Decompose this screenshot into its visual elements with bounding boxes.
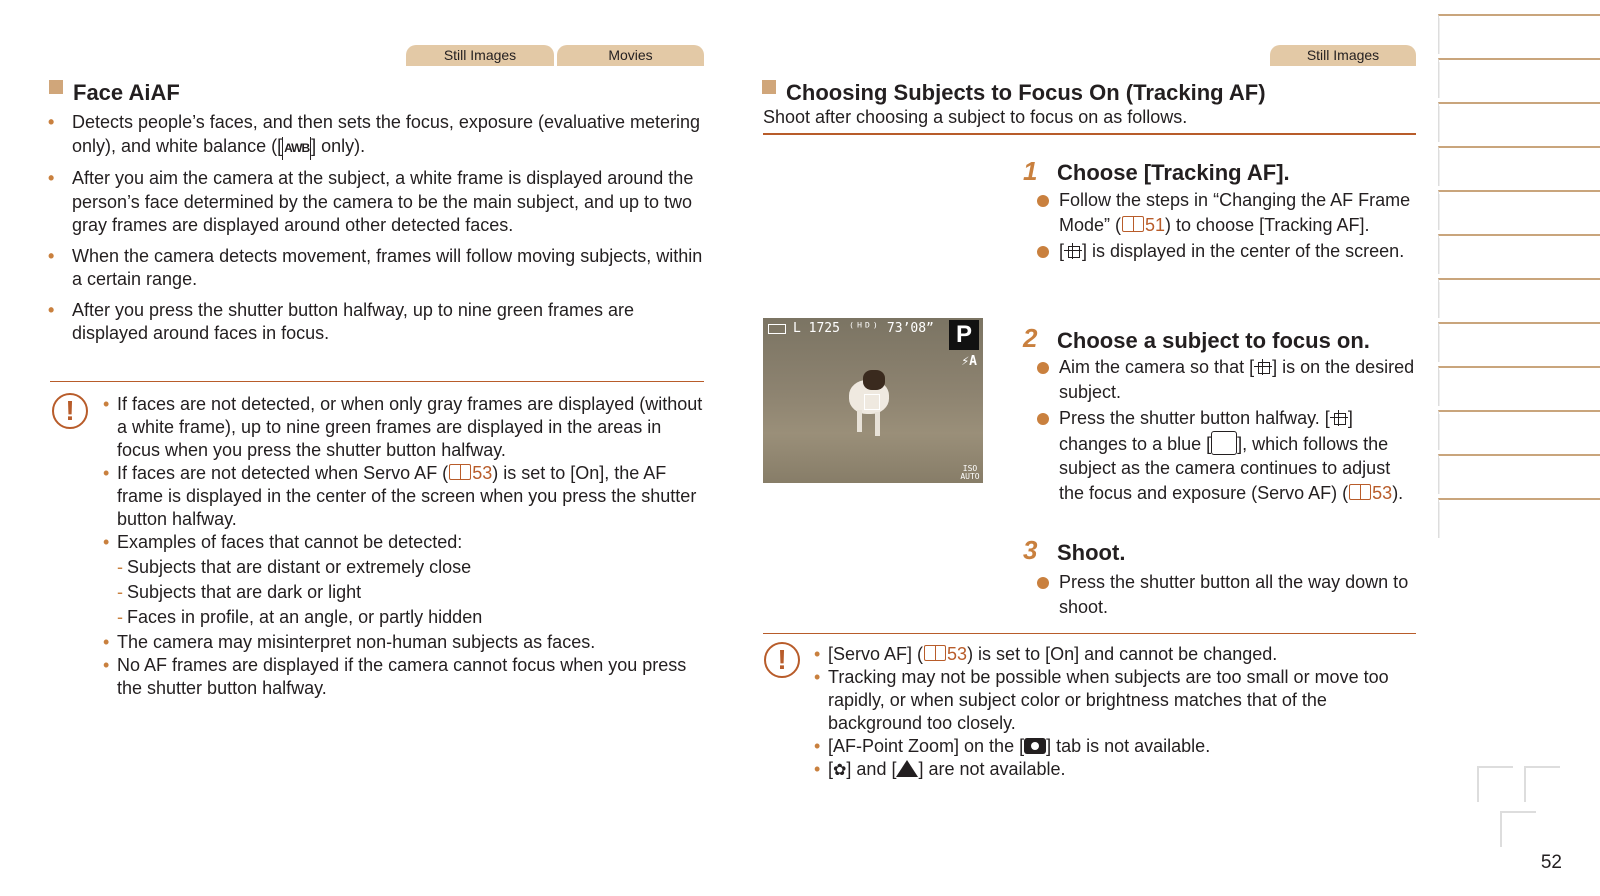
book-ref-icon	[924, 645, 946, 661]
note-item: • Examples of faces that cannot be detected:	[103, 532, 463, 552]
bullet-icon: •	[48, 299, 55, 320]
nav-tab[interactable]	[1438, 322, 1600, 362]
bullet-icon: •	[48, 245, 55, 266]
divider	[763, 633, 1416, 634]
note-item: • No AF frames are displayed if the camera cannot focus when you press the shutter button halfway.	[103, 655, 687, 698]
note-item: • If faces are not detected when Servo AF ( 53) is set to [On], the AF frame is displayed in the center of the screen when you press the shutter button halfway.	[103, 463, 697, 529]
face-aiaf-heading: Face AiAF	[73, 80, 180, 106]
list-item: • Detects people’s faces, and then sets the focus, exposure (evaluative metering only), and white balance ([ AWB ] only).	[48, 111, 708, 160]
page-number: 52	[1540, 852, 1562, 873]
prev-page-button[interactable]	[1477, 766, 1513, 802]
book-ref-icon	[1349, 484, 1371, 500]
return-button[interactable]	[1500, 811, 1536, 847]
list-item: Press the shutter button halfway. [ ] changes to a blue [ ], which follows the subject as the camera continues to adjust the focus and exposure (Servo AF) ( 53).	[1037, 406, 1417, 505]
step-2-number: 2	[1023, 323, 1038, 353]
bullet-icon: •	[103, 532, 110, 552]
page-ref-link[interactable]: 53	[947, 644, 968, 664]
bullet-icon: •	[103, 394, 110, 414]
caution-icon: !	[52, 393, 88, 429]
list-item: Press the shutter button all the way down to shoot.	[1037, 570, 1417, 619]
bullet-icon: •	[48, 112, 55, 132]
step-3-body	[1037, 570, 1417, 621]
bullet-icon	[1037, 577, 1049, 589]
shooting-mode-badge: P	[949, 320, 979, 350]
step-3-title: Shoot.	[1057, 540, 1126, 565]
list-item: • After you aim the camera at the subject, a white frame is displayed around the person’s face determined by the camera to be the main subject, and up to two gray frames are displayed around other detected faces.	[48, 168, 694, 235]
face-aiaf-bullets	[48, 111, 708, 353]
shots-remaining-readout: L 1725 ⁽ᴴᴰ⁾ 73’08”	[793, 321, 934, 336]
camera-screen-image	[763, 318, 983, 483]
bullet-icon: •	[103, 632, 110, 652]
infinity-mountain-icon	[896, 760, 918, 777]
step-1-number: 1	[1023, 156, 1038, 186]
caution-icon: !	[764, 642, 800, 678]
step-1-title: Choose [Tracking AF].	[1057, 160, 1290, 185]
nav-tab[interactable]	[1438, 278, 1600, 318]
step-1-body	[1037, 188, 1417, 266]
tracking-af-subtitle: Shoot after choosing a subject to focus on as follows.	[763, 107, 1188, 127]
nav-tab[interactable]	[1438, 190, 1600, 230]
page-ref-link[interactable]: 53	[1372, 482, 1393, 503]
nav-tab[interactable]	[1438, 454, 1600, 494]
note-subitem: - Subjects that are dark or light	[117, 582, 362, 602]
tracking-af-notes	[814, 643, 1414, 782]
nav-tab[interactable]	[1438, 234, 1600, 274]
battery-icon	[768, 324, 786, 334]
step-2-body	[1037, 355, 1417, 507]
bullet-icon: •	[814, 736, 821, 756]
face-aiaf-notes	[103, 393, 708, 700]
blue-frame-icon	[1211, 431, 1237, 455]
step-2-title: Choose a subject to focus on.	[1057, 328, 1370, 353]
note-subitem: - Subjects that are distant or extremely close	[117, 557, 472, 577]
note-item: • [Servo AF] ( 53) is set to [On] and cannot be changed.	[814, 644, 1278, 664]
iso-auto-icon: ISO AUTO	[960, 464, 980, 481]
bullet-icon	[1037, 413, 1049, 425]
tracking-frame-icon	[864, 394, 880, 410]
nav-tab[interactable]	[1438, 366, 1600, 406]
list-item: [ ] is displayed in the center of the screen.	[1037, 239, 1417, 264]
bullet-icon: •	[48, 168, 55, 188]
book-ref-icon	[1122, 216, 1144, 232]
section-square-icon	[49, 80, 63, 94]
next-page-button[interactable]	[1524, 766, 1560, 802]
tracking-af-frame-icon	[1330, 410, 1348, 426]
step-3-number: 3	[1023, 535, 1038, 565]
list-item: Aim the camera so that [ ] is on the desired subject.	[1037, 355, 1417, 404]
section-square-icon	[762, 80, 776, 94]
nav-tab[interactable]	[1438, 410, 1600, 450]
tab-still-images-right[interactable]: Still Images	[1270, 45, 1416, 66]
note-item: • The camera may misinterpret non-human subjects as faces.	[103, 632, 596, 652]
bullet-icon: •	[103, 463, 110, 483]
divider	[50, 381, 704, 382]
nav-tab[interactable]	[1438, 102, 1600, 142]
tab-still-images-left[interactable]: Still Images	[406, 45, 554, 66]
note-item: • [AF-Point Zoom] on the [ ] tab is not available.	[814, 736, 1211, 756]
bullet-icon	[1037, 246, 1049, 258]
book-ref-icon	[449, 464, 471, 480]
awb-icon: AWB	[282, 137, 311, 161]
camera-tab-icon	[1024, 738, 1046, 754]
list-item: • When the camera detects movement, frames will follow moving subjects, within a certain range.	[48, 245, 703, 289]
bullet-icon: •	[814, 759, 821, 779]
divider	[763, 133, 1416, 135]
nav-tab[interactable]	[1438, 14, 1600, 54]
nav-tab[interactable]	[1438, 58, 1600, 98]
dash-icon: -	[117, 557, 123, 577]
bullet-icon	[1037, 362, 1049, 374]
page-ref-link[interactable]: 53	[472, 463, 493, 483]
dash-icon: -	[117, 607, 123, 627]
list-item: • After you press the shutter button halfway, up to nine green frames are displayed around faces in focus.	[48, 299, 634, 343]
page-ref-link[interactable]: 51	[1145, 214, 1166, 235]
tab-movies[interactable]: Movies	[557, 45, 704, 66]
list-item: Follow the steps in “Changing the AF Frame Mode” ( 51) to choose [Tracking AF].	[1037, 188, 1417, 237]
tracking-af-heading: Choosing Subjects to Focus On (Tracking AF)	[786, 80, 1266, 106]
bullet-icon: •	[814, 644, 821, 664]
note-subitem: - Faces in profile, at an angle, or partly hidden	[117, 607, 483, 627]
nav-tab[interactable]	[1438, 146, 1600, 186]
tracking-af-frame-icon	[1064, 243, 1082, 259]
dash-icon: -	[117, 582, 123, 602]
flash-auto-icon: ⚡A	[961, 354, 977, 369]
note-item: • Tracking may not be possible when subjects are too small or move too rapidly, or when subject color or brightness matches that of the background too closely.	[814, 667, 1389, 733]
bullet-icon: •	[103, 655, 110, 675]
tracking-af-frame-icon	[1254, 359, 1272, 375]
note-item: • [✿] and [ ] are not available.	[814, 758, 1414, 782]
macro-flower-icon: ✿	[833, 762, 847, 779]
bullet-icon	[1037, 195, 1049, 207]
note-item: • If faces are not detected, or when only gray frames are displayed (without a white frame), up to nine green frames are displayed in the areas in focus when you press the shutter button halfway.	[103, 394, 703, 460]
bullet-icon: •	[814, 667, 821, 687]
nav-tab[interactable]	[1438, 498, 1600, 538]
